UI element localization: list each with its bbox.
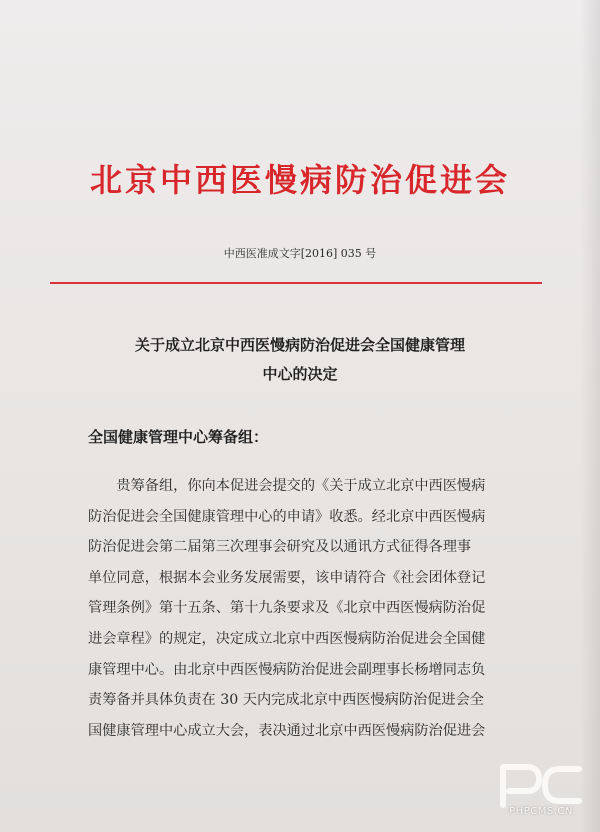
body-line: 国健康管理中心成立大会，表决通过北京中西医慢病防治促进会 <box>88 722 486 739</box>
body-line: 防治促进会全国健康管理中心的申请》收悉。经北京中西医慢病 <box>88 508 486 525</box>
page-edge-shadow <box>580 0 600 832</box>
watermark-site-text: PHPCMS.CN <box>509 806 573 817</box>
body-line: 进会章程》的规定，决定成立北京中西医慢病防治促进会全国健 <box>88 630 486 647</box>
heading-line-1: 关于成立北京中西医慢病防治促进会全国健康管理 <box>134 336 465 354</box>
org-title: 北京中西医慢病防治促进会 <box>89 161 510 199</box>
body-line: 责筹备并具体负责在 30 天内完成北京中西医慢病防治促进会全 <box>88 692 484 709</box>
heading-line-2: 中心的决定 <box>262 365 338 383</box>
body-line: 防治促进会第二届第三次理事会研究及以通讯方式征得各理事 <box>88 539 472 556</box>
body-paragraph <box>88 471 528 746</box>
body-line: 康管理中心。由北京中西医慢病防治促进会副理事长杨增同志负 <box>88 661 486 678</box>
recipient-salutation: 全国健康管理中心筹备组： <box>88 428 269 446</box>
body-line: 管理条例》第十五条、第十九条要求及《北京中西医慢病防治促 <box>88 600 486 617</box>
body-line: 贵筹备组，你向本促进会提交的《关于成立北京中西医慢病 <box>88 478 486 494</box>
body-line: 单位同意，根据本会业务发展需要，该申请符合《社会团体登记 <box>88 569 486 586</box>
red-divider-line <box>50 282 542 284</box>
document-number: 中西医准成文字[2016] 035 号 <box>223 247 377 260</box>
document-heading <box>0 331 600 389</box>
